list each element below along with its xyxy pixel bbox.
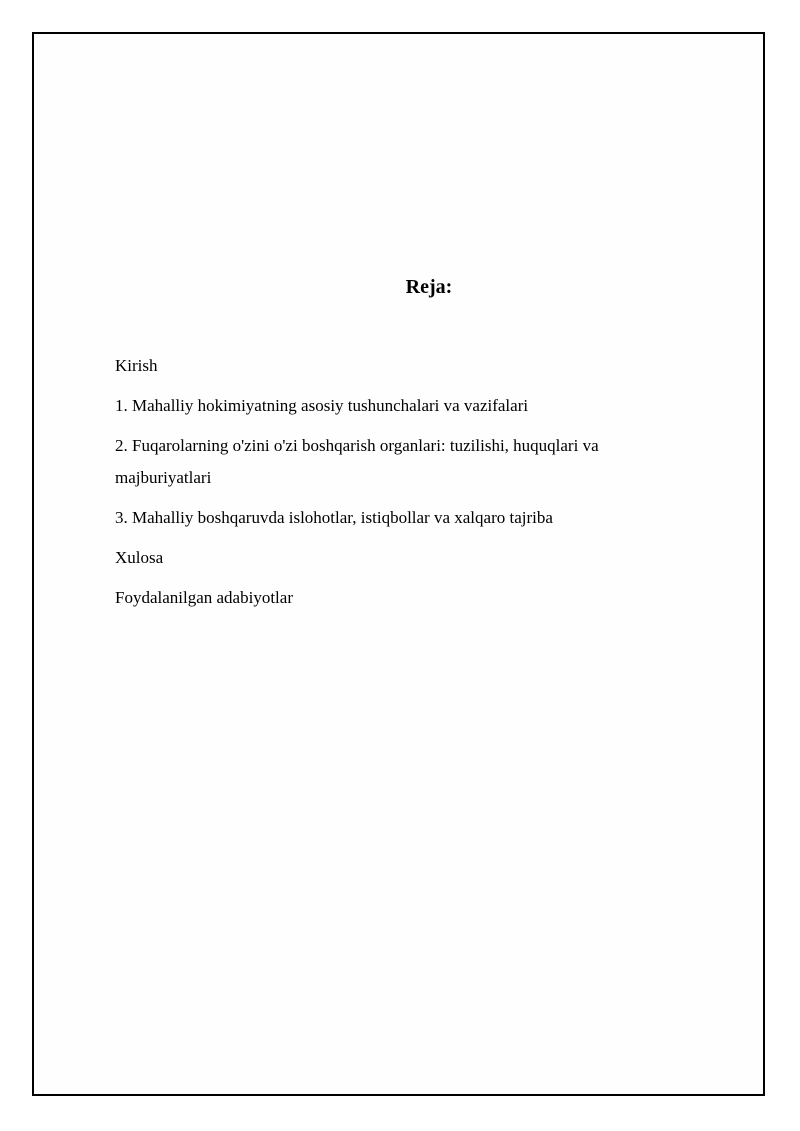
plan-item-1: 1. Mahalliy hokimiyatning asosiy tushunchalari va vazifalari xyxy=(115,396,529,415)
plan-item-references: Foydalanilgan adabiyotlar xyxy=(115,588,293,607)
page-title: Reja: xyxy=(405,276,453,298)
plan-item-intro: Kirish xyxy=(115,356,158,375)
plan-list xyxy=(115,350,675,622)
plan-item-2: 2. Fuqarolarning o'zini o'zi boshqarish organlari: tuzilishi, huquqlari va majburiyatlari xyxy=(115,436,599,487)
plan-item-conclusion: Xulosa xyxy=(115,548,164,567)
plan-item-3: 3. Mahalliy boshqaruvda islohotlar, istiqbollar va xalqaro tajriba xyxy=(115,508,553,527)
